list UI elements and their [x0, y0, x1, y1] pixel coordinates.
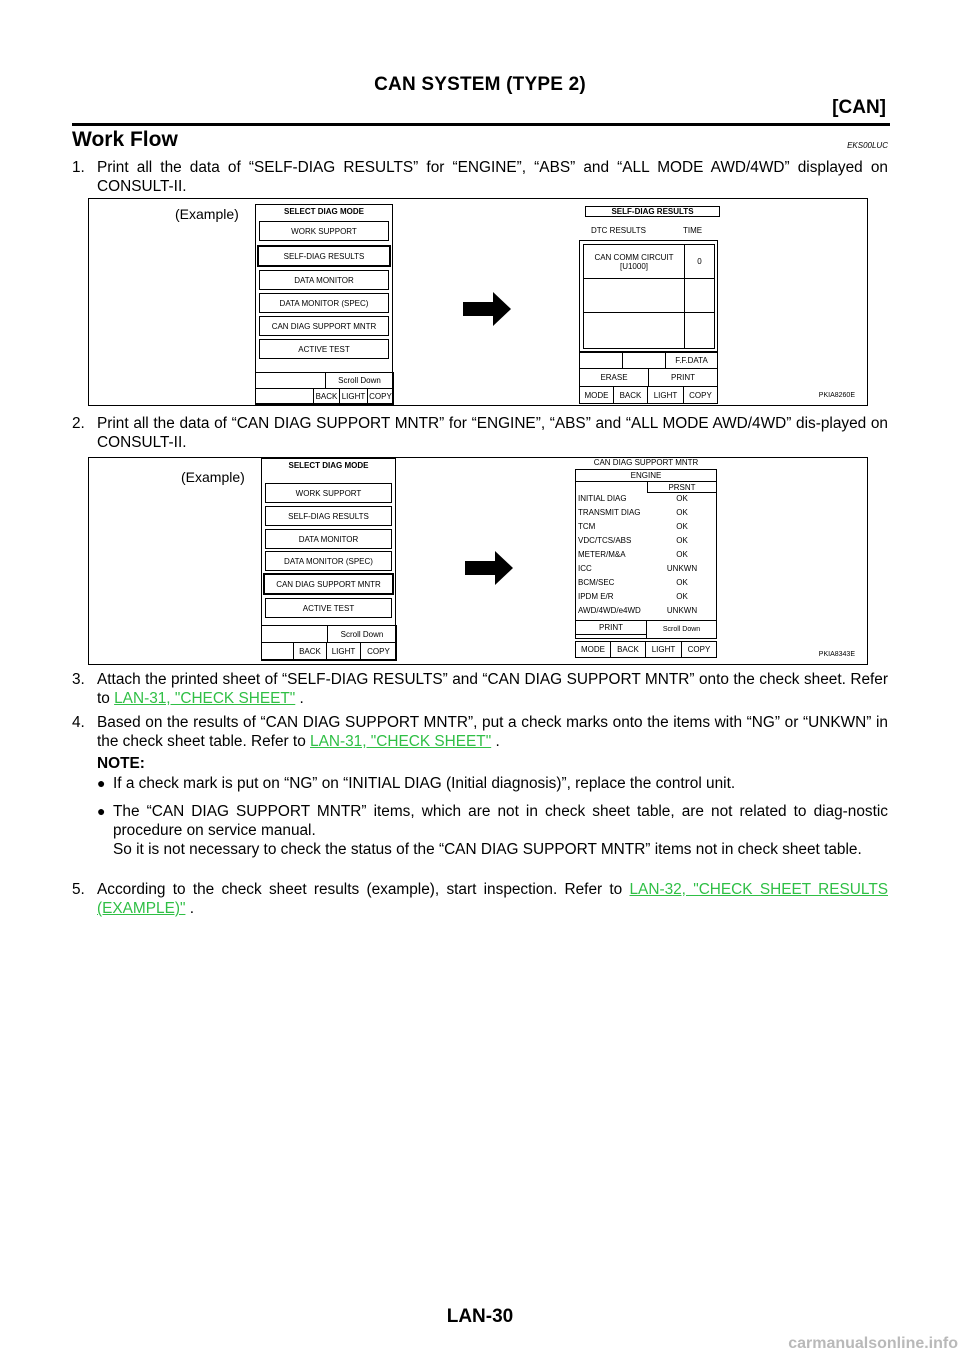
- dtc-empty-row: [583, 278, 685, 313]
- scroll-down-button[interactable]: Scroll Down: [325, 372, 394, 389]
- section-code: EKS00LUC: [847, 141, 888, 150]
- monitor-row-item: AWD/4WD/e4WD: [578, 606, 641, 615]
- figure-self-diag: [88, 198, 868, 406]
- step-number: 4.: [72, 714, 85, 731]
- figure-example-label: (Example): [181, 469, 245, 485]
- screen-title: SELF-DIAG RESULTS: [585, 206, 720, 217]
- menu-data-monitor-spec[interactable]: DATA MONITOR (SPEC): [265, 551, 392, 571]
- menu-self-diag-results[interactable]: SELF-DIAG RESULTS: [257, 245, 391, 267]
- menu-data-monitor[interactable]: DATA MONITOR: [265, 529, 392, 549]
- dtc-empty-time: [684, 312, 715, 349]
- note-bullet-text: The “CAN DIAG SUPPORT MNTR” items, which are not in check sheet table, are not related to diag-nostic procedure on service manual.: [113, 803, 888, 839]
- menu-can-diag-support-mntr[interactable]: CAN DIAG SUPPORT MNTR: [259, 316, 389, 336]
- menu-data-monitor-spec[interactable]: DATA MONITOR (SPEC): [259, 293, 389, 313]
- copy-button[interactable]: COPY: [681, 641, 717, 658]
- right-arrow-icon: [465, 551, 515, 585]
- menu-data-monitor[interactable]: DATA MONITOR: [259, 270, 389, 290]
- monitor-row-value: OK: [676, 494, 688, 503]
- step-4: [72, 713, 888, 751]
- step-1: [72, 158, 888, 196]
- screen-title: SELECT DIAG MODE: [283, 207, 364, 216]
- page-header-title: CAN SYSTEM (TYPE 2): [374, 74, 586, 95]
- step-text-body: Attach the printed sheet of “SELF-DIAG RESULTS” and “CAN DIAG SUPPORT MNTR” onto the check sheet. Refer to: [97, 671, 888, 707]
- monitor-row-value: UNKWN: [666, 564, 698, 573]
- step-number: 5.: [72, 881, 85, 898]
- monitor-row-value: OK: [676, 536, 688, 545]
- print-button[interactable]: PRINT: [648, 368, 718, 387]
- monitor-row-item: BCM/SEC: [578, 578, 615, 587]
- can-diag-support-mntr-screen: [575, 458, 717, 660]
- figure-example-label: (Example): [175, 206, 239, 222]
- scroll-down-button[interactable]: Scroll Down: [327, 625, 397, 643]
- dtc-empty-time: [684, 278, 715, 313]
- step-text-body: According to the check sheet results (example), start inspection. Refer to: [97, 881, 630, 898]
- select-diag-mode-screen: [261, 458, 396, 660]
- scroll-blank-cell: [261, 625, 328, 643]
- figure-code: PKIA8260E: [818, 392, 855, 399]
- menu-self-diag-results[interactable]: SELF-DIAG RESULTS: [265, 506, 392, 526]
- step-text: [97, 670, 888, 708]
- step-text-after: .: [185, 900, 194, 917]
- screen-title: SELECT DIAG MODE: [288, 461, 369, 470]
- monitor-row-item: VDC/TCS/ABS: [578, 536, 632, 545]
- monitor-row-item: ICC: [578, 564, 592, 573]
- back-button[interactable]: BACK: [293, 642, 327, 661]
- bottom-blank-cell: [261, 642, 294, 661]
- step-number: 3.: [72, 671, 85, 688]
- step-text: Print all the data of “SELF-DIAG RESULTS” for “ENGINE”, “ABS” and “ALL MODE AWD/4WD” displayed on CONSULT-II.: [97, 159, 888, 195]
- monitor-row-value: OK: [676, 508, 688, 517]
- dtc-item-code: [U1000]: [619, 261, 649, 271]
- step-text: [97, 880, 888, 918]
- monitor-row-item: INITIAL DIAG: [578, 494, 627, 503]
- step-text: [97, 713, 888, 751]
- step-text-after: .: [491, 733, 500, 750]
- check-sheet-link[interactable]: LAN-31, "CHECK SHEET": [310, 733, 492, 750]
- menu-work-support[interactable]: WORK SUPPORT: [265, 483, 392, 503]
- monitor-row-item: TRANSMIT DIAG: [578, 508, 641, 517]
- step-text-body: Based on the results of “CAN DIAG SUPPORT MNTR”, put a check marks onto the items with “NG” or “UNKWN” in the check sheet table. Refer to: [97, 714, 888, 750]
- check-sheet-link[interactable]: LAN-31, "CHECK SHEET": [114, 690, 296, 707]
- copy-button[interactable]: COPY: [360, 642, 397, 661]
- mode-button[interactable]: MODE: [579, 386, 614, 404]
- ff-data-button[interactable]: F.F.DATA: [665, 352, 718, 369]
- dtc-empty-row: [583, 312, 685, 349]
- monitor-row-value: OK: [676, 522, 688, 531]
- menu-work-support[interactable]: WORK SUPPORT: [259, 221, 389, 241]
- step-number: 1.: [72, 159, 85, 176]
- right-arrow-icon: [463, 292, 513, 326]
- step-number: 2.: [72, 415, 85, 432]
- blank-cell: [622, 352, 666, 369]
- mode-button[interactable]: MODE: [575, 641, 611, 658]
- erase-button[interactable]: ERASE: [579, 368, 649, 387]
- page-header-section: [CAN]: [832, 97, 886, 118]
- dtc-item-name: CAN COMM CIRCUIT: [594, 252, 674, 262]
- back-button[interactable]: BACK: [613, 386, 648, 404]
- menu-active-test[interactable]: ACTIVE TEST: [265, 598, 392, 618]
- page-number: LAN-30: [446, 1306, 514, 1327]
- self-diag-results-screen: [579, 204, 718, 404]
- figure-can-diag-support: [88, 457, 868, 665]
- back-button[interactable]: BACK: [610, 641, 646, 658]
- step-text: Print all the data of “CAN DIAG SUPPORT MNTR” for “ENGINE”, “ABS” and “ALL MODE AWD/4WD” dis-played on CONSULT-II.: [97, 415, 888, 451]
- monitor-row-item: METER/M&A: [578, 550, 626, 559]
- monitor-row-value: OK: [676, 550, 688, 559]
- screen-title: CAN DIAG SUPPORT MNTR: [593, 458, 699, 467]
- note-bullet: [97, 802, 888, 840]
- light-button[interactable]: LIGHT: [645, 641, 682, 658]
- figure-code: PKIA8343E: [818, 651, 855, 658]
- time-label: TIME: [683, 226, 703, 235]
- section-title: Work Flow: [72, 128, 178, 151]
- menu-can-diag-support-mntr[interactable]: CAN DIAG SUPPORT MNTR: [263, 573, 394, 595]
- scroll-down-button[interactable]: Scroll Down: [646, 620, 717, 639]
- menu-active-test[interactable]: ACTIVE TEST: [259, 339, 389, 359]
- back-button[interactable]: BACK: [313, 388, 340, 405]
- check-sheet-results-link[interactable]: LAN-32, "CHECK SHEET RESULTS (EXAMPLE)": [97, 881, 888, 917]
- light-button[interactable]: LIGHT: [339, 388, 368, 405]
- dtc-item[interactable]: [583, 244, 685, 279]
- monitor-row-item: TCM: [578, 522, 596, 531]
- light-button[interactable]: LIGHT: [326, 642, 361, 661]
- blank-cell: [579, 352, 623, 369]
- header-rule: [72, 123, 890, 126]
- watermark: carmanualsonline.info: [788, 1335, 958, 1352]
- bullet-icon: ●: [97, 803, 106, 819]
- note-bullet-text: So it is not necessary to check the status of the “CAN DIAG SUPPORT MNTR” items not in check sheet table.: [113, 841, 862, 858]
- dtc-time: 0: [684, 244, 715, 279]
- monitor-row-item: IPDM E/R: [578, 592, 614, 601]
- prsnt-header: PRSNT: [647, 481, 717, 493]
- scroll-blank-cell: [255, 372, 326, 389]
- copy-button[interactable]: COPY: [367, 388, 394, 405]
- monitor-row-value: UNKWN: [666, 606, 698, 615]
- step-3: [72, 670, 888, 708]
- note-bullet-text: If a check mark is put on “NG” on “INITIAL DIAG (Initial diagnosis)”, replace the control unit.: [113, 775, 736, 792]
- dtc-results-label: DTC RESULTS: [591, 226, 646, 235]
- light-button[interactable]: LIGHT: [647, 386, 684, 404]
- step-2: [72, 414, 888, 452]
- select-diag-mode-screen: [255, 204, 393, 404]
- print-button[interactable]: PRINT: [575, 620, 647, 635]
- note-bullet-continued: [97, 840, 888, 859]
- engine-header: ENGINE: [575, 469, 717, 482]
- bottom-blank-cell: [255, 388, 314, 405]
- copy-button[interactable]: COPY: [683, 386, 718, 404]
- note-bullet: [97, 774, 888, 793]
- bullet-icon: ●: [97, 775, 106, 791]
- step-5: [72, 880, 888, 918]
- monitor-row-value: OK: [676, 592, 688, 601]
- monitor-row-value: OK: [676, 578, 688, 587]
- note-label: NOTE:: [97, 755, 145, 772]
- step-text-after: .: [295, 690, 304, 707]
